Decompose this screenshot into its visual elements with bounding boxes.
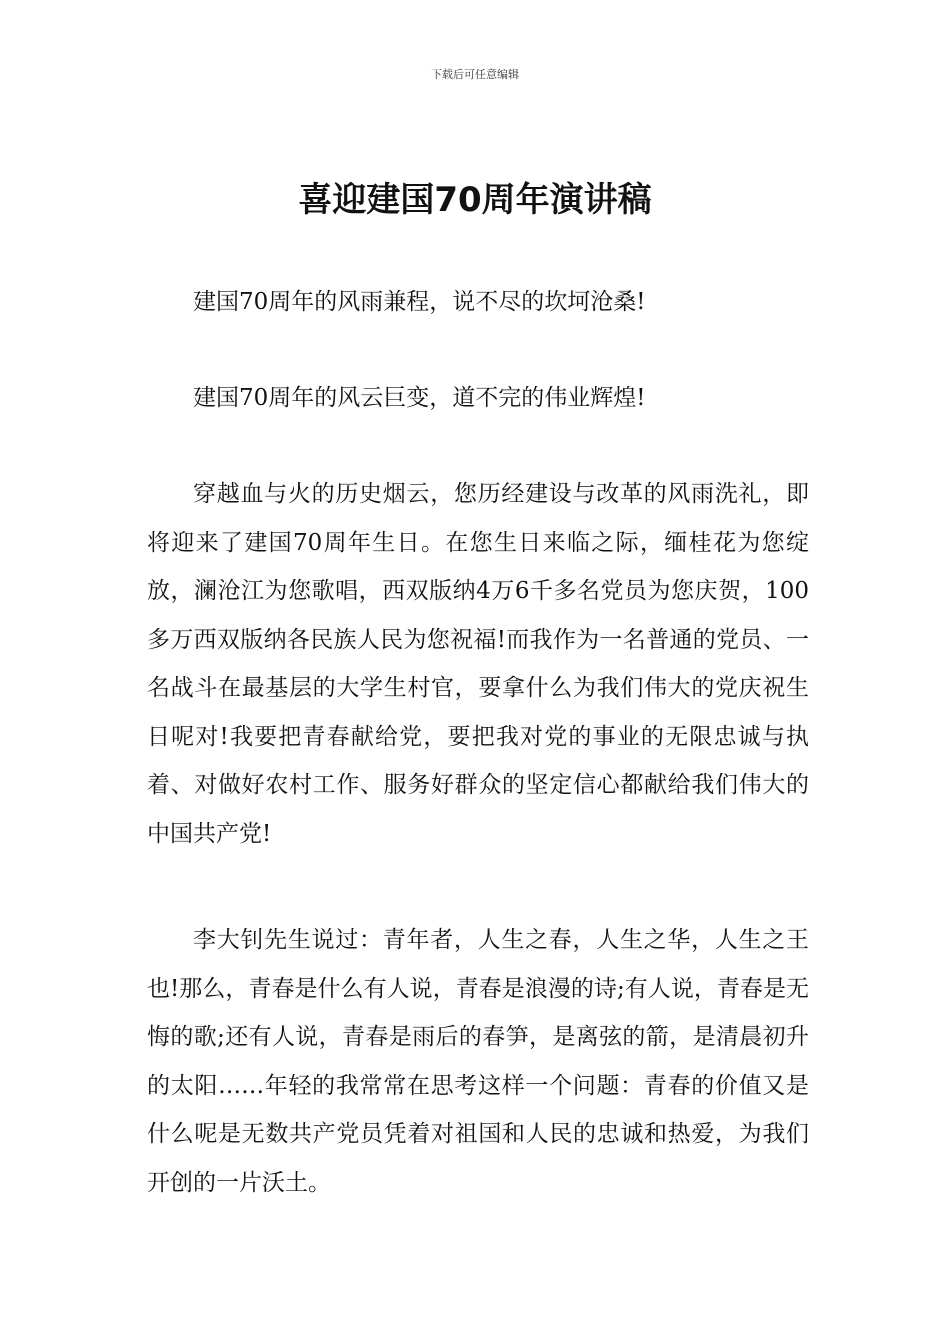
paragraph-2: 建国70周年的风云巨变，道不完的伟业辉煌! [193, 385, 646, 411]
document-title: 喜迎建国70周年演讲稿 [298, 180, 652, 220]
paragraph-1: 建国70周年的风雨兼程，说不尽的坎坷沧桑! [193, 289, 646, 315]
paragraph-3: 穿越血与火的历史烟云，您历经建设与改革的风雨洗礼，即将迎来了建国70周年生日。在您生日来临之际，缅桂花为您绽放，澜沧江为您歌唱，西双版纳4万6千多名党员为您庆贺，100多万西双版纳各民族人民为您祝福!而我作为一名普通的党员、一名战斗在最基层的大学生村官，要拿什么为我们伟大的党庆祝生日呢对!我要把青春献给党，要把我对党的事业的无限忠诚与执着、对做好农村工作、服务好群众的坚定信心都献给我们伟大的中国共产党! [147, 481, 809, 847]
paragraph-4: 李大钊先生说过：青年者，人生之春，人生之华，人生之王也!那么，青春是什么有人说，青春是浪漫的诗;有人说，青春是无悔的歌;还有人说，青春是雨后的春笋，是离弦的箭，是清晨初升的太阳……年轻的我常常在思考这样一个问题：青春的价值又是什么呢是无数共产党员凭着对祖国和人民的忠诚和热爱，为我们开创的一片沃土。 [147, 927, 809, 1196]
header-note: 下载后可任意编辑 [431, 68, 519, 81]
